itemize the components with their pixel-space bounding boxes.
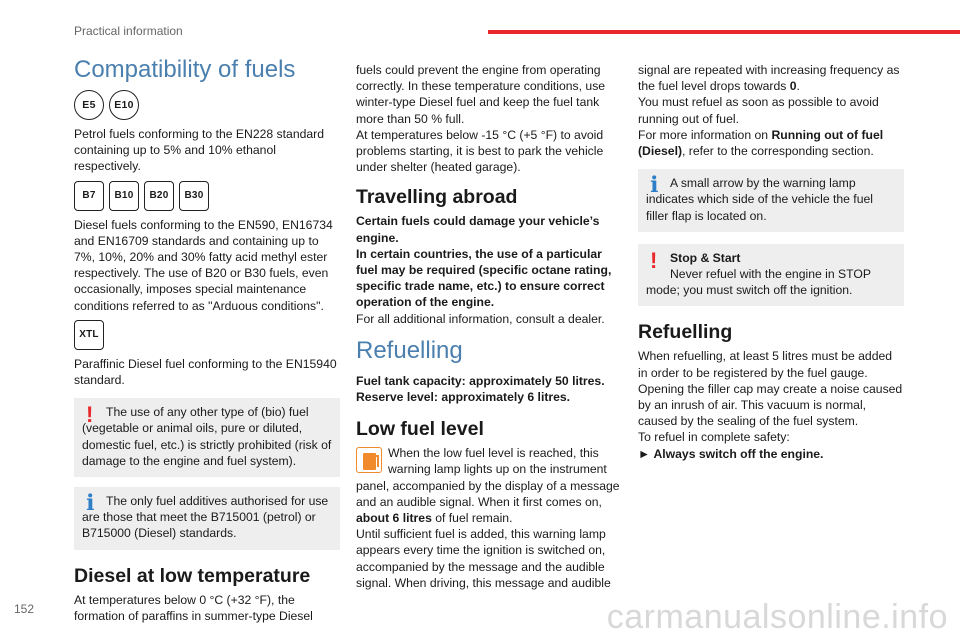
info-icon: ℹ bbox=[650, 173, 659, 199]
column-2 bbox=[356, 62, 622, 591]
fuel-warning-lamp-icon bbox=[356, 447, 382, 473]
travel-bold-1: Certain fuels could damage your vehicle’s engine. bbox=[356, 214, 600, 245]
arrow-info-text: A small arrow by the warning lamp indicates which side of the vehicle the fuel filler flap is located on. bbox=[646, 176, 873, 223]
info-text: The only fuel additives authorised for use are those that meet the B715001 (petrol) or B715000 (Diesel) standards. bbox=[82, 494, 329, 541]
warning-text: The use of any other type of (bio) fuel (vegetable or animal oils, pure or diluted, domestic fuel, etc.) is strictly prohibited (risk of damage to the engine and fuel system). bbox=[82, 405, 332, 468]
more-info-b: Running out of fuel (Diesel) bbox=[638, 127, 884, 159]
refuel-text-3: To refuel in complete safety: bbox=[638, 430, 790, 445]
refuel-step-text: Always switch off the engine. bbox=[653, 446, 824, 461]
watermark: carmanualsonline.info bbox=[606, 598, 948, 636]
tank-capacity: Fuel tank capacity: approximately 50 litres. bbox=[356, 373, 605, 388]
low-fuel-title: Low fuel level bbox=[356, 418, 484, 441]
low-fuel-text-c: of fuel remain. bbox=[435, 511, 513, 526]
info-notice bbox=[74, 487, 340, 550]
fuel-badge-e5: E5 bbox=[74, 90, 104, 120]
diesel-badges bbox=[74, 181, 340, 211]
xtl-text: Paraffinic Diesel fuel conforming to the EN15940 standard. bbox=[74, 356, 337, 388]
refuel-text-2: Opening the filler cap may create a noise caused by an inrush of air. This vacuum is normal, caused by the sealing of the fuel system. bbox=[638, 381, 903, 429]
diesel-low-temp-text: At temperatures below 0 °C (+32 °F), the formation of paraffins in summer-type Diesel bbox=[74, 592, 313, 623]
step-arrow-icon: ► bbox=[638, 446, 651, 461]
fuel-badge-xtl: XTL bbox=[74, 320, 104, 350]
column-3 bbox=[638, 62, 904, 462]
signal-repeat-text: signal are repeated with increasing frequency as the fuel level drops towards 0. bbox=[638, 63, 900, 94]
low-fuel-text-d: Until sufficient fuel is added, this warning lamp appears every time the ignition is switched on, accompanied by the message and the audible signal. When driving, this message and audible bbox=[356, 527, 611, 590]
diesel-low-temp-continued: fuels could prevent the engine from operating correctly. In these temperature conditions, use winter-type Diesel fuel and keep the fuel tank more than 50 % full. bbox=[356, 63, 606, 126]
reserve-level: Reserve level: approximately 6 litres. bbox=[356, 390, 571, 405]
column-1 bbox=[74, 56, 340, 624]
signal-text-b: 0 bbox=[789, 79, 797, 94]
xtl-badges bbox=[74, 320, 340, 350]
refuelling-subtitle: Refuelling bbox=[638, 321, 733, 344]
fuel-badge-b20: B20 bbox=[144, 181, 174, 211]
diesel-low-temp-title: Diesel at low temperature bbox=[74, 564, 311, 587]
stop-start-title: Stop & Start bbox=[670, 250, 741, 265]
fuel-badge-b30: B30 bbox=[179, 181, 209, 211]
running-header: Practical information bbox=[74, 24, 183, 38]
more-info-c: , refer to the corresponding section. bbox=[682, 144, 874, 159]
refuel-step bbox=[638, 446, 904, 462]
refuelling-title: Refuelling bbox=[356, 336, 463, 364]
warning-icon: ! bbox=[86, 402, 94, 428]
page-number: 152 bbox=[14, 602, 35, 616]
compatibility-title: Compatibility of fuels bbox=[74, 56, 296, 83]
fuel-badge-b10: B10 bbox=[109, 181, 139, 211]
fuel-badge-b7: B7 bbox=[74, 181, 104, 211]
travelling-abroad-title: Travelling abroad bbox=[356, 186, 518, 209]
signal-text-a: signal are repeated with increasing frequency as the fuel level drops towards bbox=[638, 63, 900, 94]
warning-notice bbox=[74, 398, 340, 477]
petrol-text: Petrol fuels conforming to the EN228 standard containing up to 5% and 10% ethanol respectively. bbox=[74, 127, 324, 174]
stop-start-notice bbox=[638, 244, 904, 307]
more-info-a: For more information on bbox=[638, 127, 769, 142]
low-fuel-text bbox=[356, 445, 622, 526]
below-minus15-text: At temperatures below -15 °C (+5 °F) to avoid problems starting, it is best to park the vehicle under shelter (heated garage). bbox=[356, 127, 604, 175]
petrol-badges bbox=[74, 90, 340, 120]
header-accent-bar bbox=[488, 30, 960, 34]
travel-bold-2: In certain countries, the use of a particular fuel may be required (specific octane rating, specific trade name, etc.) to ensure correct operation of the engine. bbox=[356, 246, 612, 310]
info-icon: ℹ bbox=[86, 491, 95, 517]
travel-text: For all additional information, consult a dealer. bbox=[356, 311, 605, 326]
must-refuel-text: You must refuel as soon as possible to avoid running out of fuel. bbox=[638, 95, 879, 126]
low-fuel-text-a: When the low fuel level is reached, this warning lamp lights up on the instrument panel, accompanied by the display of a message and an audible signal. When it first comes on, bbox=[356, 446, 620, 509]
stop-start-text: Never refuel with the engine in STOP mode; you must switch off the ignition. bbox=[646, 267, 871, 298]
more-info-text bbox=[638, 127, 904, 159]
warning-icon: ! bbox=[650, 247, 658, 273]
low-fuel-text-b: about 6 litres bbox=[356, 511, 432, 526]
refuel-text-1: When refuelling, at least 5 litres must be added in order to be registered by the fuel gauge. bbox=[638, 349, 893, 380]
fuel-badge-e10: E10 bbox=[109, 90, 139, 120]
diesel-text: Diesel fuels conforming to the EN590, EN16734 and EN16709 standards and containing up to 7%, 10%, 20% and 30% fatty acid methyl ester respectively. The use of B20 or B30 fuels, even occasionally, imposes special maintenance conditions referred to as "Arduous conditions". bbox=[74, 217, 333, 313]
arrow-info-notice bbox=[638, 169, 904, 232]
